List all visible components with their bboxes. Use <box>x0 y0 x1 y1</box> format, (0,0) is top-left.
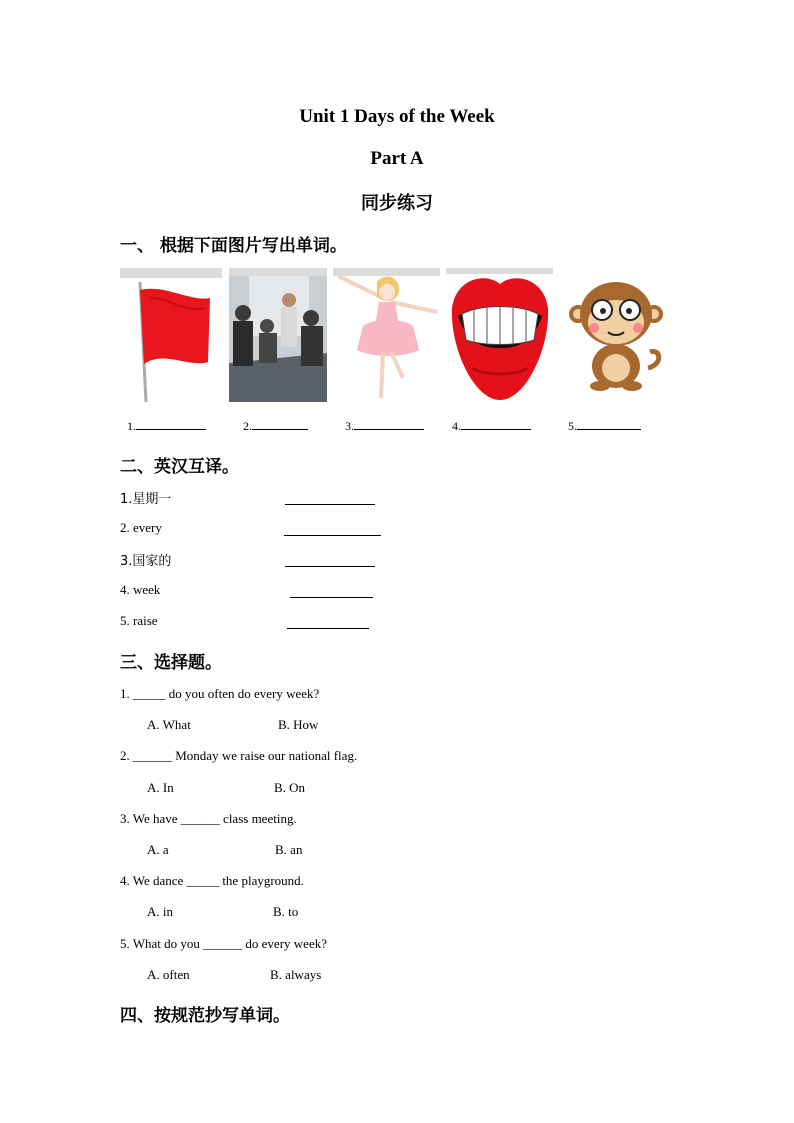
mouth-icon <box>446 268 553 402</box>
question-4: 4. We dance _____ the playground. <box>120 873 304 888</box>
subtitle: 同步练习 <box>361 193 433 214</box>
question-1-option-b[interactable]: B. How <box>278 717 319 732</box>
page-title: Unit 1 Days of the Week <box>299 106 495 127</box>
question-2-option-a[interactable]: A. In <box>147 780 174 795</box>
section3-heading: 三、选择题。 <box>120 653 222 673</box>
translate-item-5: 5. raise <box>120 613 158 628</box>
translate-blank-5[interactable] <box>287 616 369 629</box>
question-2-option-b[interactable]: B. On <box>274 780 306 795</box>
picture-answer-3[interactable]: 3. <box>345 417 424 434</box>
question-2: 2. ______ Monday we raise our national flag. <box>120 748 358 763</box>
question-1: 1. _____ do you often do every week? <box>120 686 320 701</box>
question-5-option-b[interactable]: B. always <box>270 967 322 982</box>
translate-item-2: 2. every <box>120 520 162 535</box>
section1-heading: 一、 根据下面图片写出单词。 <box>120 236 347 256</box>
question-1-option-a[interactable]: A. What <box>147 717 191 732</box>
monkey-icon <box>560 268 670 402</box>
section4-heading: 四、按规范抄写单词。 <box>120 1006 290 1026</box>
translate-blank-3[interactable] <box>285 554 375 567</box>
question-3: 3. We have ______ class meeting. <box>120 811 297 826</box>
question-5-option-a[interactable]: A. often <box>147 967 190 982</box>
translate-item-3: 3.国家的 <box>120 554 172 569</box>
ballet-dancer-icon <box>333 268 440 402</box>
translate-blank-4[interactable] <box>290 585 373 598</box>
translate-blank-2[interactable] <box>284 523 381 536</box>
translate-item-4: 4. week <box>120 582 161 597</box>
picture-answer-1[interactable]: 1. <box>127 417 206 434</box>
picture-answer-2[interactable]: 2. <box>243 417 308 434</box>
part-label: Part A <box>370 148 424 169</box>
meeting-icon <box>229 268 327 402</box>
section2-heading: 二、英汉互译。 <box>120 457 239 477</box>
picture-answer-5[interactable]: 5. <box>568 417 641 434</box>
translate-blank-1[interactable] <box>285 492 375 505</box>
question-3-option-b[interactable]: B. an <box>275 842 303 857</box>
red-flag-icon <box>120 268 222 402</box>
question-5: 5. What do you ______ do every week? <box>120 936 327 951</box>
picture-answer-4[interactable]: 4. <box>452 417 531 434</box>
question-3-option-a[interactable]: A. a <box>147 842 169 857</box>
question-4-option-a[interactable]: A. in <box>147 904 173 919</box>
translate-item-1: 1.星期一 <box>120 492 172 507</box>
question-4-option-b[interactable]: B. to <box>273 904 299 919</box>
